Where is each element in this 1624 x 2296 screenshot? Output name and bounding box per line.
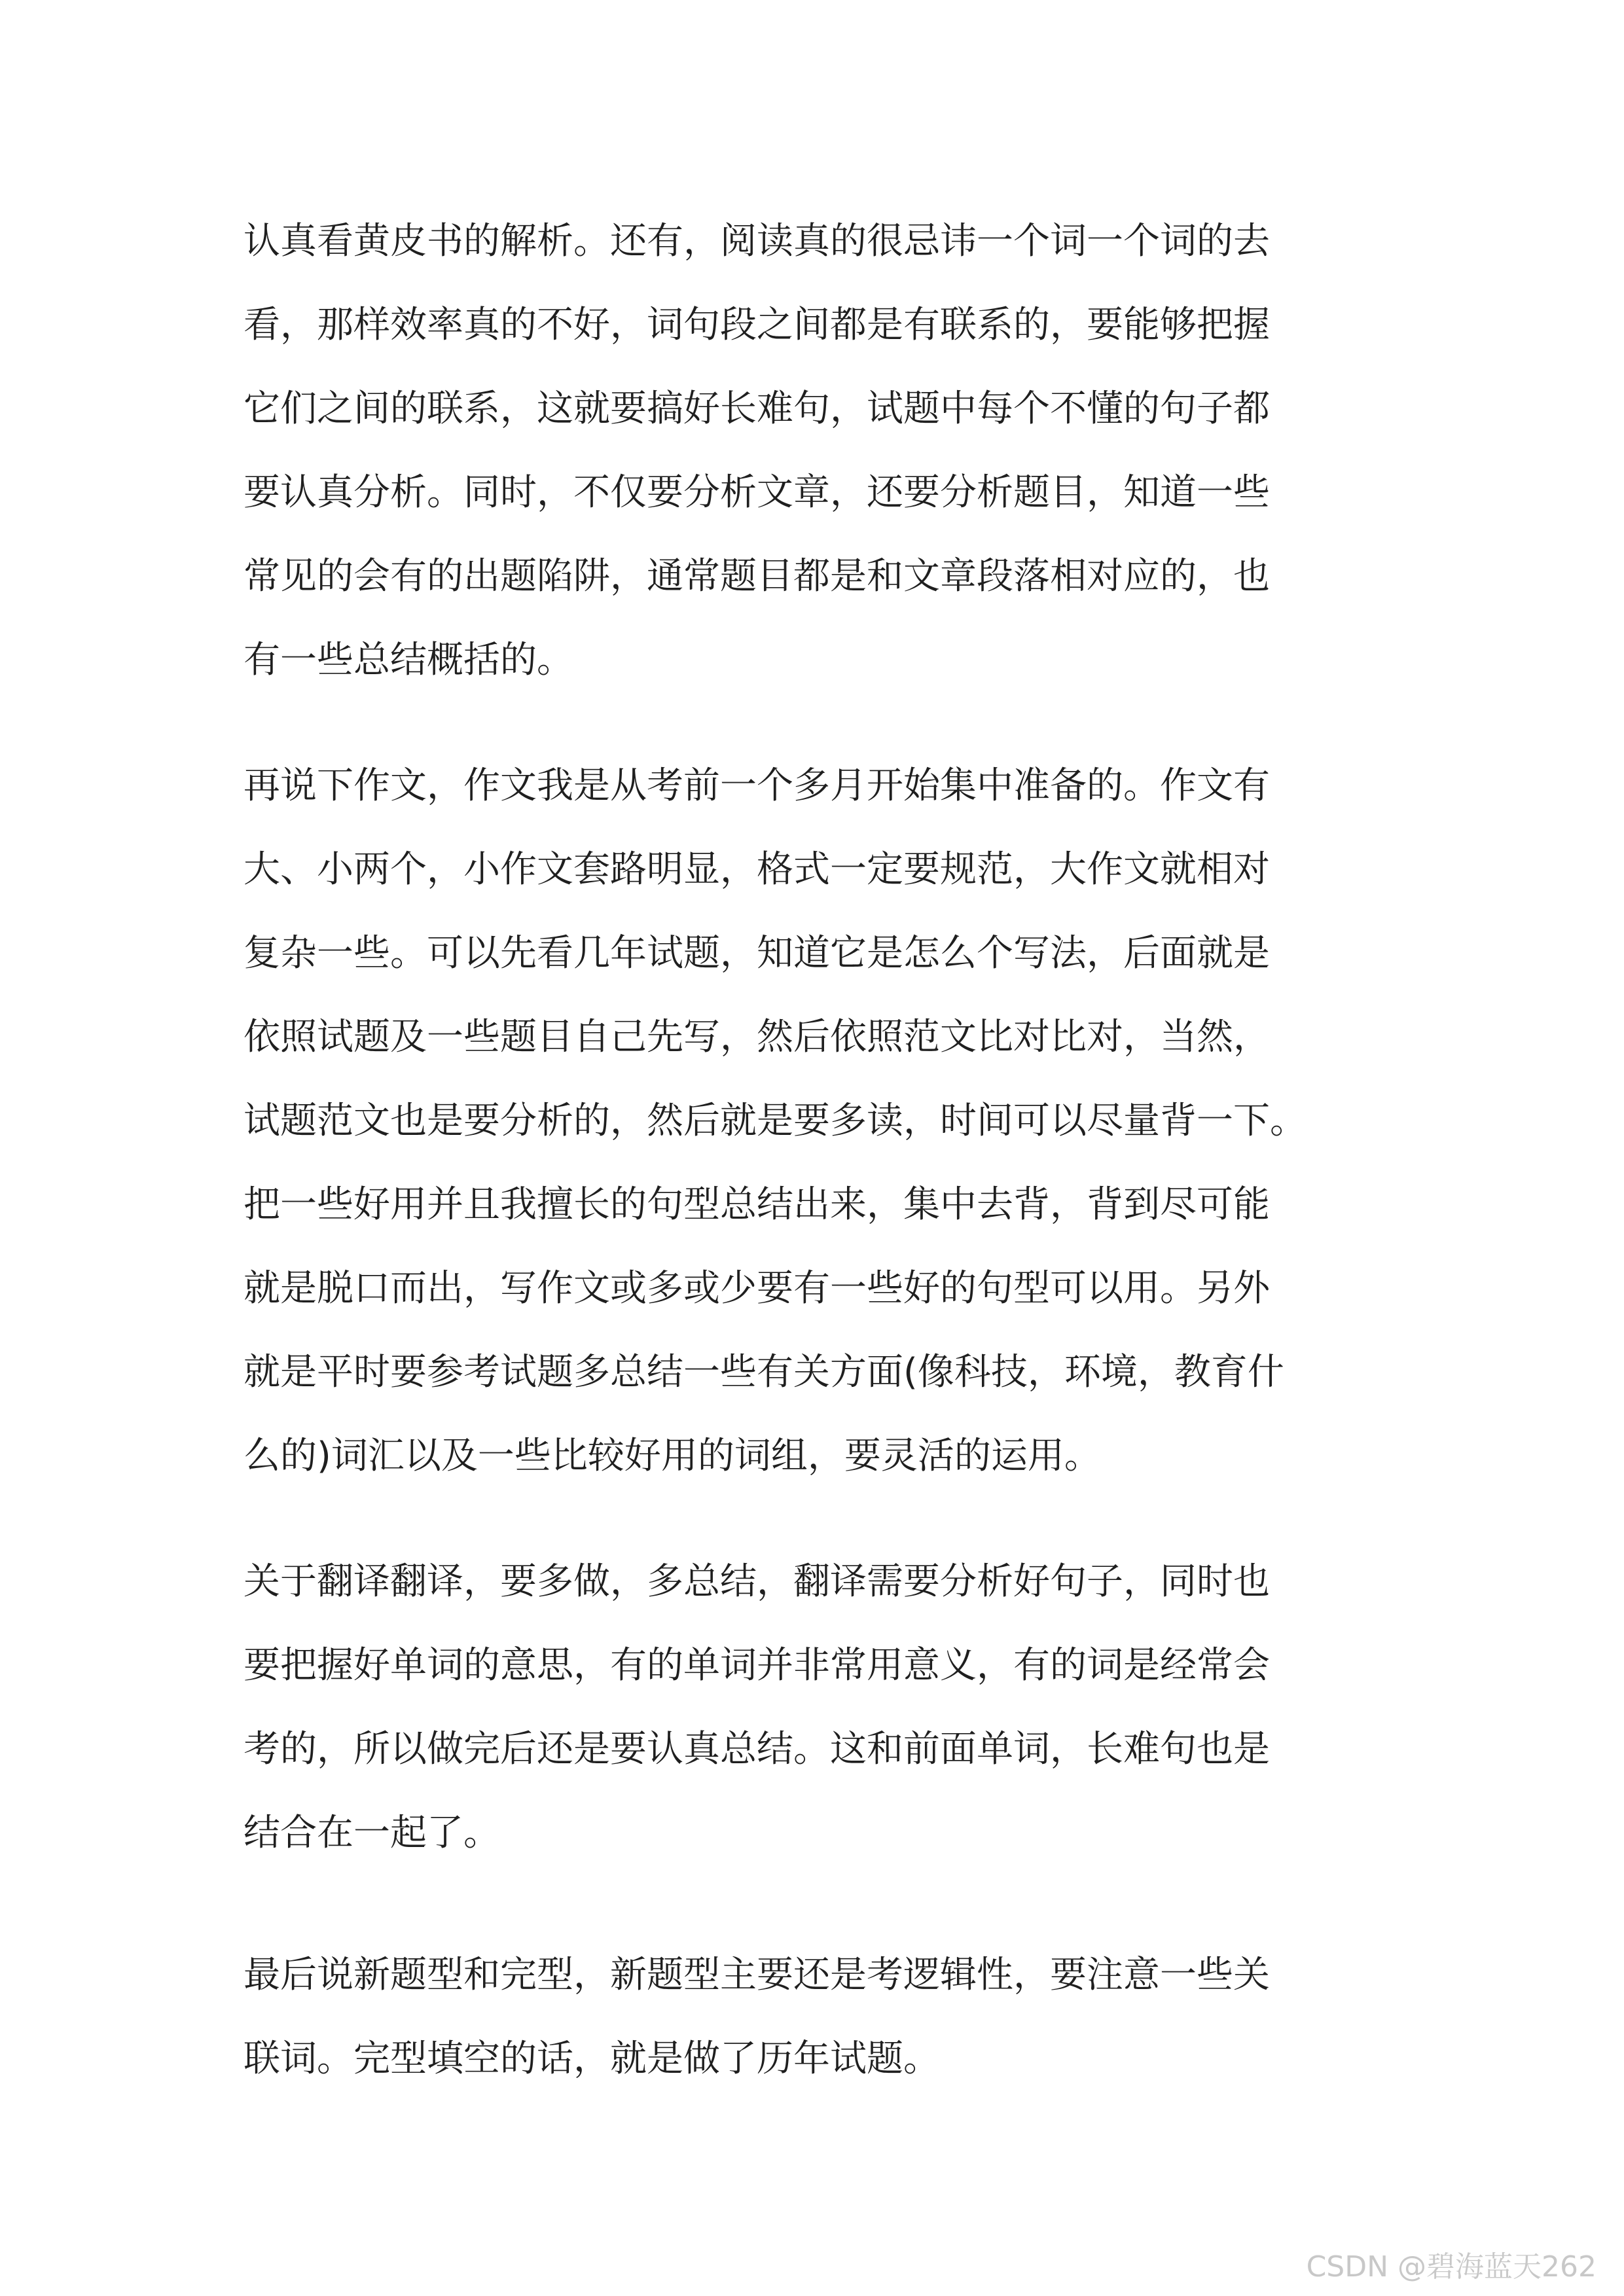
text-line: 要把握好单词的意思，有的单词并非常用意义，有的词是经常会 bbox=[244, 1644, 1270, 1687]
watermark: CSDN @碧海蓝天262 bbox=[1306, 2250, 1597, 2284]
text-line: 关于翻译翻译，要多做，多总结，翻译需要分析好句子，同时也 bbox=[244, 1560, 1270, 1603]
paragraph-translation bbox=[244, 1540, 1382, 1875]
paragraph-writing bbox=[244, 744, 1382, 1498]
text-line: 结合在一起了。 bbox=[244, 1812, 500, 1854]
text-line: 复杂一些。可以先看几年试题，知道它是怎么个写法，后面就是 bbox=[244, 932, 1270, 975]
paragraph-reading-analysis bbox=[244, 200, 1382, 702]
text-line: 依照试题及一些题目自己先写，然后依照范文比对比对，当然， bbox=[244, 1016, 1270, 1058]
text-line: 再说下作文，作文我是从考前一个多月开始集中准备的。作文有 bbox=[244, 764, 1270, 807]
text-line: 认真看黄皮书的解析。还有，阅读真的很忌讳一个词一个词的去 bbox=[244, 220, 1270, 262]
text-line: 就是脱口而出，写作文或多或少要有一些好的句型可以用。另外 bbox=[244, 1267, 1270, 1310]
text-line: 它们之间的联系，这就要搞好长难句，试题中每个不懂的句子都 bbox=[244, 387, 1270, 430]
text-line: 大、小两个，小作文套路明显，格式一定要规范，大作文就相对 bbox=[244, 848, 1270, 891]
text-line: 常见的会有的出题陷阱，通常题目都是和文章段落相对应的，也 bbox=[244, 555, 1270, 598]
text-line: 联词。完型填空的话，就是做了历年试题。 bbox=[244, 2037, 940, 2080]
text-line: 试题范文也是要分析的，然后就是要多读，时间可以尽量背一下。 bbox=[244, 1100, 1307, 1142]
text-line: 最后说新题型和完型，新题型主要还是考逻辑性，要注意一些关 bbox=[244, 1954, 1270, 1996]
text-line: 把一些好用并且我擅长的句型总结出来，集中去背，背到尽可能 bbox=[244, 1183, 1270, 1226]
text-line: 有一些总结概括的。 bbox=[244, 639, 573, 681]
paragraph-new-question-types bbox=[244, 1933, 1382, 2101]
text-line: 要认真分析。同时，不仅要分析文章，还要分析题目，知道一些 bbox=[244, 471, 1270, 514]
text-line: 看，那样效率真的不好，词句段之间都是有联系的，要能够把握 bbox=[244, 304, 1270, 346]
text-line: 考的，所以做完后还是要认真总结。这和前面单词，长难句也是 bbox=[244, 1728, 1270, 1770]
text-line: 就是平时要参考试题多总结一些有关方面(像科技，环境，教育什 bbox=[244, 1351, 1284, 1393]
text-line: 么的)词汇以及一些比较好用的词组，要灵活的运用。 bbox=[244, 1435, 1101, 1477]
